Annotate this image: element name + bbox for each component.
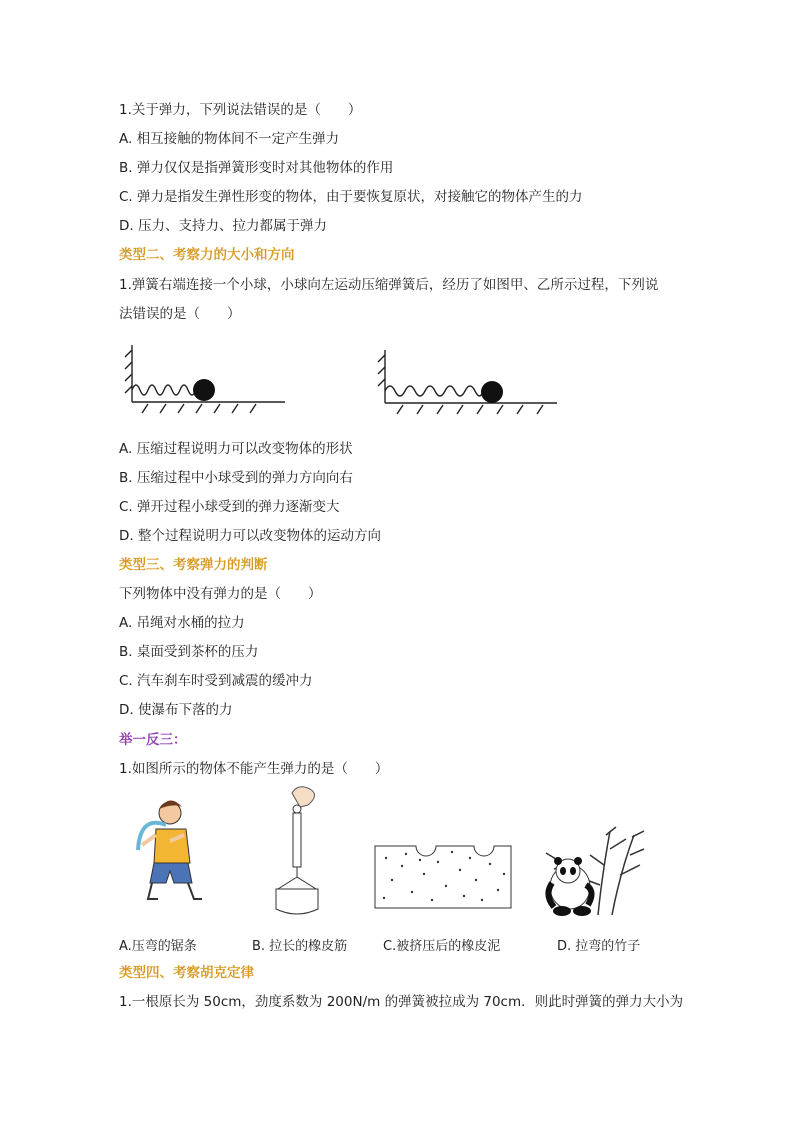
stretched-rubber-band-image xyxy=(268,785,328,920)
section3-option-a: A. 吊绳对水桶的拉力 xyxy=(119,615,245,631)
section5-stem: 1.一根原长为 50cm，劲度系数为 200N/m 的弹簧被拉成为 70cm．则此时弹簧的弹力大小为 xyxy=(119,994,684,1010)
section4-heading: 举一反三： xyxy=(119,732,187,748)
section2-option-d: D. 整个过程说明力可以改变物体的运动方向 xyxy=(119,528,381,544)
spring-figure-yi xyxy=(375,345,565,425)
section2-heading: 类型二、考察力的大小和方向 xyxy=(119,247,295,263)
caption-c: C.被挤压后的橡皮泥 xyxy=(383,939,501,954)
section2-stem-line1: 1.弹簧右端连接一个小球，小球向左运动压缩弹簧后，经历了如图甲、乙所示过程，下列说 xyxy=(119,277,659,293)
q1-option-a: A. 相互接触的物体间不一定产生弹力 xyxy=(119,131,340,147)
section2-option-b: B. 压缩过程中小球受到的弹力方向向右 xyxy=(119,470,353,486)
q1-option-d: D. 压力、支持力、拉力都属于弹力 xyxy=(119,218,327,234)
caption-a: A.压弯的锯条 xyxy=(119,939,197,954)
section3-option-c: C. 汽车刹车时受到减震的缓冲力 xyxy=(119,673,313,689)
boy-bending-saw-image xyxy=(130,795,210,910)
section2-option-a: A. 压缩过程说明力可以改变物体的形状 xyxy=(119,441,353,457)
section3-option-b: B. 桌面受到茶杯的压力 xyxy=(119,644,259,660)
spring-figure-jia xyxy=(120,340,290,420)
section3-stem: 下列物体中没有弹力的是（ ） xyxy=(119,586,322,602)
squeezed-clay-image xyxy=(372,840,514,912)
section4-stem: 1.如图所示的物体不能产生弹力的是（ ） xyxy=(119,761,389,777)
caption-d: D. 拉弯的竹子 xyxy=(557,939,641,954)
q1-option-b: B. 弹力仅仅是指弹簧形变时对其他物体的作用 xyxy=(119,160,394,176)
section3-option-d: D. 使瀑布下落的力 xyxy=(119,702,233,718)
section5-heading: 类型四、考察胡克定律 xyxy=(119,965,254,981)
section2-option-c: C. 弹开过程小球受到的弹力逐渐变大 xyxy=(119,499,340,515)
q1-stem: 1.关于弹力，下列说法错误的是（ ） xyxy=(119,102,362,118)
q1-option-c: C. 弹力是指发生弹性形变的物体，由于要恢复原状，对接触它的物体产生的力 xyxy=(119,189,583,205)
panda-bamboo-image xyxy=(540,825,650,920)
section2-stem-line2: 法错误的是（ ） xyxy=(119,306,241,322)
section3-heading: 类型三、考察弹力的判断 xyxy=(119,557,268,573)
caption-b: B. 拉长的橡皮筋 xyxy=(252,939,348,954)
